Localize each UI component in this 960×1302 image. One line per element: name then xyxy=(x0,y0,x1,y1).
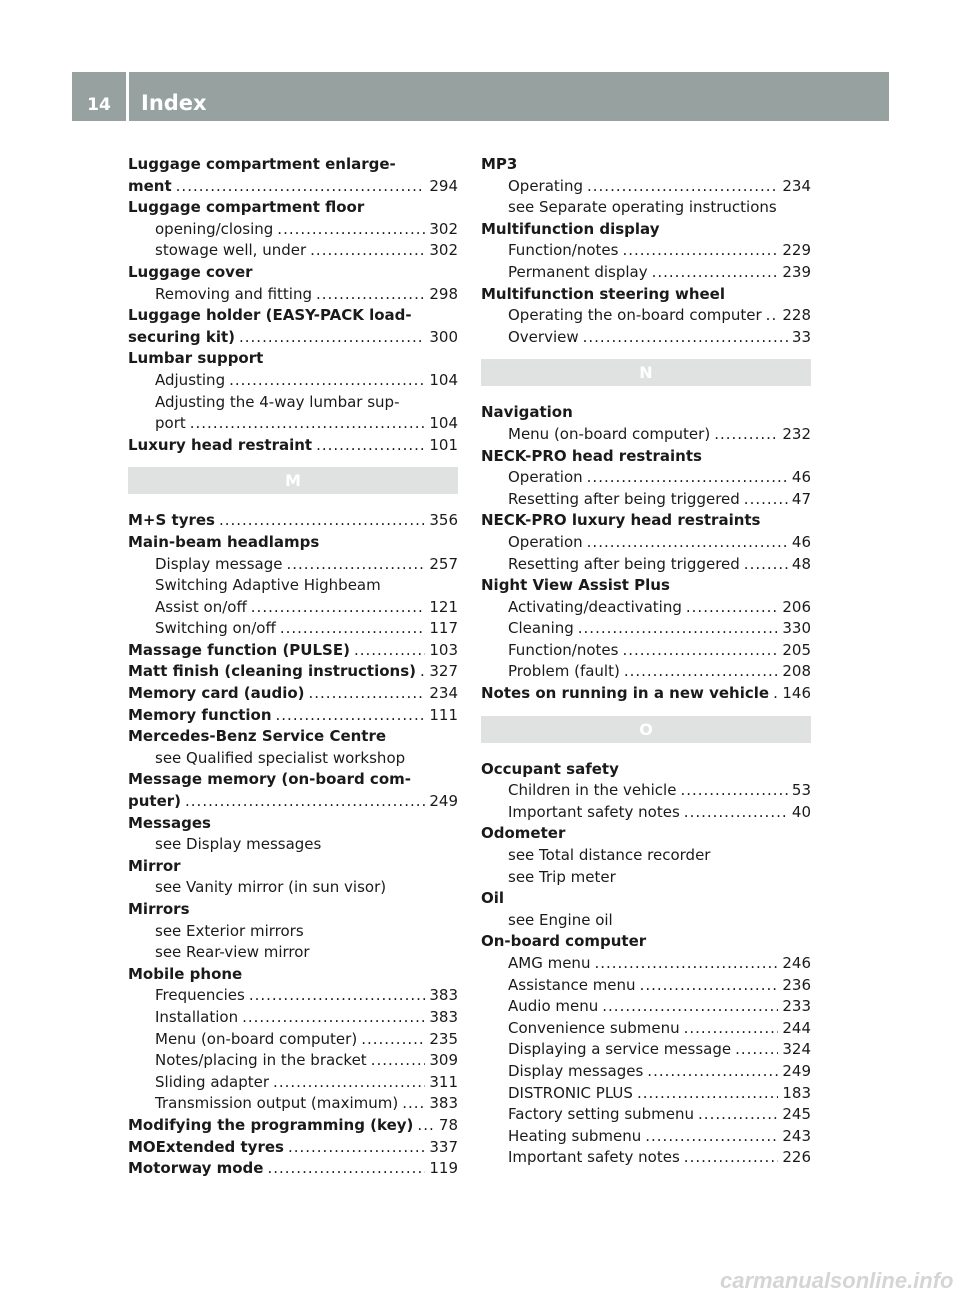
page-reference: 383 xyxy=(429,986,458,1005)
page-reference: 337 xyxy=(429,1137,458,1156)
index-subentry: see Exterior mirrors xyxy=(155,921,304,940)
dot-leader xyxy=(251,597,426,619)
entry-label: Memory card (audio) xyxy=(128,684,305,703)
entry-label: Removing and fitting xyxy=(155,284,313,303)
index-subentry xyxy=(481,554,811,576)
index-heading: Main-beam headlamps xyxy=(128,532,320,551)
index-heading xyxy=(128,435,458,457)
entry-label: ment xyxy=(128,176,172,195)
page-reference: 239 xyxy=(782,262,811,281)
dot-leader xyxy=(176,176,426,198)
index-heading: Mercedes-Benz Service Centre xyxy=(128,727,387,746)
dot-leader xyxy=(587,467,788,489)
section-header: O xyxy=(481,716,811,743)
entry-label: Frequencies xyxy=(155,986,245,1005)
index-subentry xyxy=(481,618,811,640)
page-reference: 103 xyxy=(429,640,458,659)
entry-label: Transmission output (maximum) xyxy=(155,1094,399,1113)
section-header: M xyxy=(128,467,458,494)
index-heading: Night View Assist Plus xyxy=(481,576,670,595)
index-subentry xyxy=(128,1072,458,1094)
index-subentry xyxy=(481,489,811,511)
index-subentry xyxy=(481,1147,811,1169)
dot-leader xyxy=(316,284,425,306)
page-reference: 48 xyxy=(791,554,811,573)
entry-label: Notes on running in a new vehicle xyxy=(481,684,770,703)
page-reference: 121 xyxy=(429,597,458,616)
entry-label: Operating the on-board computer xyxy=(508,306,762,325)
dot-leader xyxy=(239,327,425,349)
dot-leader xyxy=(686,597,778,619)
dot-leader xyxy=(402,1093,425,1115)
entry-label: stowage well, under xyxy=(155,241,307,260)
index-subentry xyxy=(481,661,811,683)
entry-label: M+S tyres xyxy=(128,511,215,530)
entry-label: Assist on/off xyxy=(155,597,247,616)
index-heading: NECK-PRO head restraints xyxy=(481,446,702,465)
entry-label: Motorway mode xyxy=(128,1159,264,1178)
entry-label: Menu (on-board computer) xyxy=(155,1029,358,1048)
entry-label: DISTRONIC PLUS xyxy=(508,1083,633,1102)
page-reference: 228 xyxy=(782,306,811,325)
entry-label: Modifying the programming (key) xyxy=(128,1115,414,1134)
entry-label: opening/closing xyxy=(155,219,274,238)
index-heading: Mirrors xyxy=(128,900,190,918)
index-subentry xyxy=(481,532,811,554)
entry-label: Heating submenu xyxy=(508,1126,642,1145)
index-column-right xyxy=(481,154,811,1169)
page-reference: 104 xyxy=(429,370,458,389)
page-reference: 300 xyxy=(429,327,458,346)
page-reference: 104 xyxy=(429,414,458,433)
page-reference: 206 xyxy=(782,597,811,616)
page-reference: 111 xyxy=(429,705,458,724)
dot-leader xyxy=(645,1126,778,1148)
index-subentry xyxy=(481,1039,811,1061)
index-subentry xyxy=(481,327,811,349)
dot-leader xyxy=(773,683,778,705)
dot-leader xyxy=(310,240,425,262)
entry-label: Operation xyxy=(508,468,583,487)
page-reference: 229 xyxy=(782,241,811,260)
entry-label: Displaying a service message xyxy=(508,1040,732,1059)
dot-leader xyxy=(578,618,779,640)
dot-leader xyxy=(286,554,425,576)
index-heading: Luggage holder (EASY-PACK load- xyxy=(128,306,412,325)
dot-leader xyxy=(242,1007,425,1029)
index-heading xyxy=(128,1115,458,1137)
dot-leader xyxy=(622,240,778,262)
index-subentry xyxy=(481,1061,811,1083)
page-reference: 47 xyxy=(791,489,811,508)
entry-label: port xyxy=(155,414,186,433)
entry-label: Luxury head restraint xyxy=(128,435,313,454)
index-heading xyxy=(128,176,458,198)
dot-leader xyxy=(249,985,426,1007)
entry-label: Display message xyxy=(155,554,283,573)
dot-leader xyxy=(637,1083,778,1105)
index-heading: Multifunction display xyxy=(481,219,660,238)
index-column-left xyxy=(128,154,458,1180)
index-subentry xyxy=(481,802,811,824)
section-header: N xyxy=(481,359,811,386)
page-reference: 146 xyxy=(782,684,811,703)
dot-leader xyxy=(602,996,778,1018)
entry-label: Permanent display xyxy=(508,262,648,281)
dot-leader xyxy=(684,802,788,824)
dot-leader xyxy=(219,510,425,532)
index-subentry xyxy=(481,640,811,662)
index-subentry xyxy=(481,305,811,327)
index-subentry xyxy=(128,1029,458,1051)
index-subentry xyxy=(128,284,458,306)
entry-label: Notes/placing in the bracket xyxy=(155,1051,367,1070)
index-heading: Luggage cover xyxy=(128,262,253,281)
entry-label: Convenience submenu xyxy=(508,1018,680,1037)
dot-leader xyxy=(417,1115,434,1137)
index-heading: Message memory (on-board com- xyxy=(128,770,411,789)
index-heading xyxy=(128,640,458,662)
page-reference: 232 xyxy=(782,424,811,443)
index-heading xyxy=(128,661,458,683)
dot-leader xyxy=(583,327,788,349)
index-subentry xyxy=(128,413,458,435)
page-reference: 245 xyxy=(782,1105,811,1124)
entry-label: Problem (fault) xyxy=(508,662,620,681)
index-subentry: see Total distance recorder xyxy=(508,846,711,865)
index-heading xyxy=(481,683,811,705)
entry-label: Factory setting submenu xyxy=(508,1105,695,1124)
index-subentry xyxy=(481,1018,811,1040)
entry-label: Resetting after being triggered xyxy=(508,554,740,573)
dot-leader xyxy=(267,1158,425,1180)
dot-leader xyxy=(190,413,426,435)
index-subentry xyxy=(128,370,458,392)
page-reference: 249 xyxy=(782,1061,811,1080)
dot-leader xyxy=(371,1050,426,1072)
page-reference: 243 xyxy=(782,1126,811,1145)
page-reference: 53 xyxy=(791,781,811,800)
page-reference: 298 xyxy=(429,284,458,303)
page-reference: 257 xyxy=(429,554,458,573)
index-subentry xyxy=(128,1050,458,1072)
entry-label: Cleaning xyxy=(508,619,574,638)
dot-leader xyxy=(640,975,779,997)
page-reference: 246 xyxy=(782,954,811,972)
header-divider xyxy=(126,72,129,121)
page-reference: 234 xyxy=(782,176,811,195)
entry-label: Sliding adapter xyxy=(155,1072,270,1091)
index-heading: Mirror xyxy=(128,856,181,875)
index-subentry xyxy=(481,176,811,198)
index-subentry xyxy=(128,554,458,576)
index-subentry: see Qualified specialist workshop xyxy=(155,748,406,767)
dot-leader xyxy=(316,435,425,457)
dot-leader xyxy=(698,1104,778,1126)
dot-leader xyxy=(684,1147,779,1169)
index-heading: Mobile phone xyxy=(128,964,243,983)
entry-label: Audio menu xyxy=(508,997,599,1016)
index-subentry xyxy=(128,597,458,619)
index-subentry: see Engine oil xyxy=(508,910,613,929)
index-subentry: Adjusting the 4-way lumbar sup- xyxy=(155,392,400,411)
page-reference: 208 xyxy=(782,662,811,681)
dot-leader xyxy=(680,780,787,802)
dot-leader xyxy=(185,791,425,813)
entry-label: Display messages xyxy=(508,1061,644,1080)
index-heading xyxy=(128,791,458,813)
page-reference: 78 xyxy=(438,1115,458,1134)
page-reference: 302 xyxy=(429,241,458,260)
dot-leader xyxy=(354,640,425,662)
index-heading: Multifunction steering wheel xyxy=(481,284,725,303)
index-subentry xyxy=(128,985,458,1007)
page-reference: 244 xyxy=(782,1018,811,1037)
page-reference: 356 xyxy=(429,511,458,530)
page-reference: 33 xyxy=(791,327,811,346)
entry-label: Important safety notes xyxy=(508,802,680,821)
index-heading xyxy=(128,705,458,727)
page-reference: 330 xyxy=(782,619,811,638)
index-subentry xyxy=(481,262,811,284)
entry-label: Operation xyxy=(508,532,583,551)
index-heading: Luggage compartment enlarge- xyxy=(128,155,396,173)
dot-leader xyxy=(735,1039,778,1061)
page-reference: 236 xyxy=(782,975,811,994)
dot-leader xyxy=(276,705,426,727)
entry-label: Important safety notes xyxy=(508,1148,680,1167)
page-reference: 233 xyxy=(782,997,811,1016)
index-subentry: see Trip meter xyxy=(508,867,616,886)
page-reference: 309 xyxy=(429,1051,458,1070)
index-heading: Occupant safety xyxy=(481,759,619,778)
index-heading: Messages xyxy=(128,813,211,832)
watermark-logo: carmanualsonline.info xyxy=(720,1268,954,1293)
index-heading xyxy=(128,327,458,349)
page-reference: 46 xyxy=(791,468,811,487)
entry-label: Children in the vehicle xyxy=(508,781,677,800)
entry-label: Assistance menu xyxy=(508,975,636,994)
entry-label: securing kit) xyxy=(128,327,235,346)
index-subentry xyxy=(128,1007,458,1029)
entry-label: Overview xyxy=(508,327,579,346)
page-reference: 324 xyxy=(782,1040,811,1059)
index-subentry xyxy=(481,467,811,489)
entry-label: Installation xyxy=(155,1007,239,1026)
index-heading xyxy=(128,1137,458,1159)
entry-label: MOExtended tyres xyxy=(128,1137,284,1156)
page-reference: 294 xyxy=(429,176,458,195)
page-title: Index xyxy=(141,91,207,115)
dot-leader xyxy=(594,953,778,975)
page-number: 14 xyxy=(87,95,111,115)
dot-leader xyxy=(622,640,778,662)
dot-leader xyxy=(277,219,425,241)
dot-leader xyxy=(766,305,779,327)
dot-leader xyxy=(744,489,788,511)
entry-label: Switching on/off xyxy=(155,619,276,638)
page-reference: 383 xyxy=(429,1007,458,1026)
dot-leader xyxy=(273,1072,425,1094)
dot-leader xyxy=(652,262,779,284)
index-subentry xyxy=(128,1093,458,1115)
index-subentry xyxy=(481,597,811,619)
dot-leader xyxy=(684,1018,779,1040)
index-heading: NECK-PRO luxury head restraints xyxy=(481,511,761,530)
index-heading: Navigation xyxy=(481,403,573,422)
dot-leader xyxy=(309,683,426,705)
page-reference: 119 xyxy=(429,1159,458,1178)
index-heading xyxy=(128,510,458,532)
page-reference: 226 xyxy=(782,1148,811,1167)
dot-leader xyxy=(744,554,788,576)
index-subentry xyxy=(481,240,811,262)
entry-label: Massage function (PULSE) xyxy=(128,640,350,659)
entry-label: Resetting after being triggered xyxy=(508,489,740,508)
entry-label: Adjusting xyxy=(155,370,226,389)
index-heading: Oil xyxy=(481,889,505,908)
entry-label: Matt finish (cleaning instructions) xyxy=(128,662,416,681)
index-subentry: see Separate operating instructions xyxy=(508,198,777,217)
page-reference: 383 xyxy=(429,1094,458,1113)
entry-label: Activating/deactivating xyxy=(508,597,682,616)
dot-leader xyxy=(280,618,426,640)
entry-label: Function/notes xyxy=(508,241,619,260)
page-reference: 40 xyxy=(791,802,811,821)
dot-leader xyxy=(420,661,425,683)
page-reference: 311 xyxy=(429,1072,458,1091)
index-subentry xyxy=(481,424,811,446)
index-heading: Lumbar support xyxy=(128,349,264,368)
index-heading: MP3 xyxy=(481,155,518,173)
entry-label: AMG menu xyxy=(508,954,591,972)
index-heading: Luggage compartment floor xyxy=(128,198,365,217)
dot-leader xyxy=(587,176,778,198)
index-subentry: see Rear-view mirror xyxy=(155,943,310,962)
index-subentry xyxy=(128,618,458,640)
page-reference: 205 xyxy=(782,640,811,659)
page-reference: 183 xyxy=(782,1083,811,1102)
index-subentry: Switching Adaptive Highbeam xyxy=(155,576,381,595)
dot-leader xyxy=(361,1029,425,1051)
page-reference: 249 xyxy=(429,792,458,811)
index-subentry xyxy=(481,1083,811,1105)
index-subentry: see Vanity mirror (in sun visor) xyxy=(155,878,387,897)
entry-label: Function/notes xyxy=(508,640,619,659)
page-reference: 101 xyxy=(429,435,458,454)
index-subentry xyxy=(481,975,811,997)
dot-leader xyxy=(714,424,778,446)
dot-leader xyxy=(288,1137,425,1159)
index-heading: On-board computer xyxy=(481,932,647,951)
index-subentry: see Display messages xyxy=(155,835,322,854)
page-reference: 117 xyxy=(429,619,458,638)
page-reference: 327 xyxy=(429,662,458,681)
dot-leader xyxy=(647,1061,778,1083)
index-subentry xyxy=(481,996,811,1018)
index-heading xyxy=(128,683,458,705)
dot-leader xyxy=(229,370,425,392)
index-subentry xyxy=(128,219,458,241)
page-reference: 302 xyxy=(429,219,458,238)
index-subentry xyxy=(481,1104,811,1126)
entry-label: puter) xyxy=(128,792,182,811)
page-reference: 46 xyxy=(791,532,811,551)
entry-label: Menu (on-board computer) xyxy=(508,424,711,443)
index-subentry xyxy=(128,240,458,262)
dot-leader xyxy=(624,661,779,683)
entry-label: Operating xyxy=(508,176,583,195)
entry-label: Memory function xyxy=(128,705,272,724)
index-heading: Odometer xyxy=(481,824,566,843)
page-reference: 235 xyxy=(429,1029,458,1048)
index-heading xyxy=(128,1158,458,1180)
index-subentry xyxy=(481,780,811,802)
dot-leader xyxy=(587,532,788,554)
index-subentry xyxy=(481,953,811,975)
page-reference: 234 xyxy=(429,684,458,703)
index-subentry xyxy=(481,1126,811,1148)
